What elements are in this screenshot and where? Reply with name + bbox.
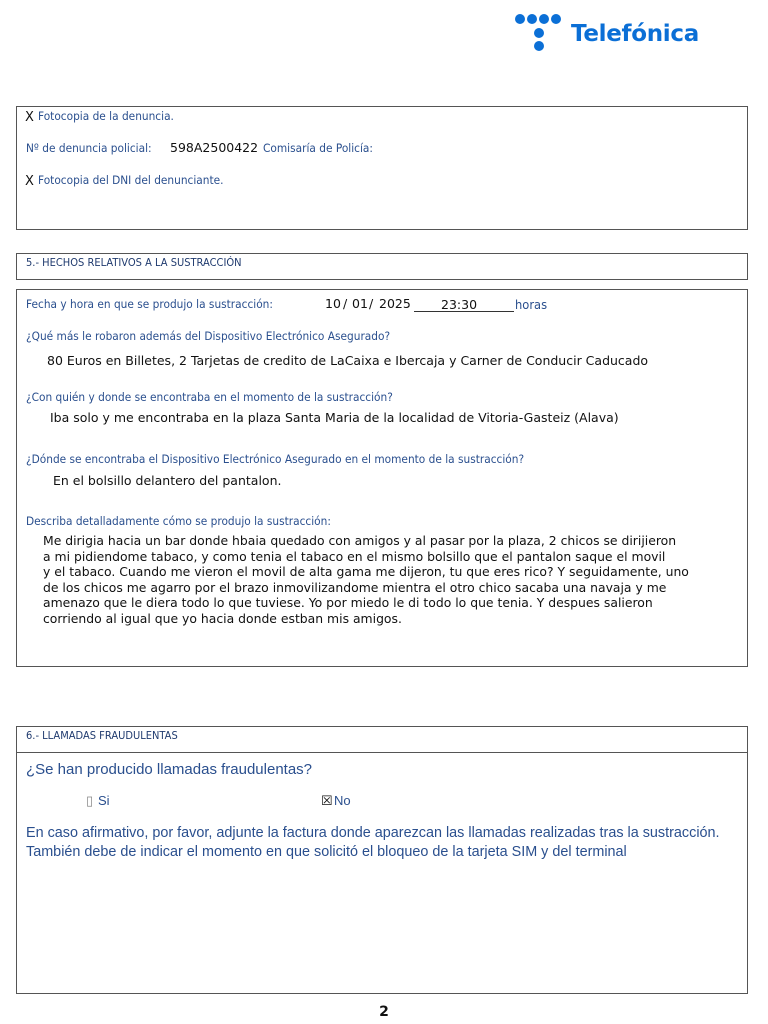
page-number: 2 (379, 1004, 389, 1020)
section6-body-box (16, 752, 748, 994)
denuncia-copy-label: Fotocopia de la denuncia. (38, 109, 174, 123)
description-line: corriendo al igual que yo hacia donde estban mis amigos. (43, 610, 402, 626)
answer-description (43, 533, 755, 627)
si-label: Si (98, 793, 110, 808)
fecha-slash-1: / (343, 296, 348, 311)
denuncia-number-label: Nº de denuncia policial: (26, 141, 152, 155)
question-describe: Describa detalladamente cómo se produjo la sustracción: (26, 514, 331, 528)
answer-who-where: Iba solo y me encontraba en la plaza Santa Maria de la localidad de Vitoria-Gasteiz (Alava) (50, 410, 619, 425)
section6-title: 6.- LLAMADAS FRAUDULENTAS (26, 729, 178, 742)
no-label: No (334, 793, 351, 808)
description-line: y el tabaco. Cuando me vieron el movil de alta gama me dijeron, tu que eres rico? Y seguidamente, uno (43, 564, 689, 580)
documents-box (16, 106, 748, 230)
fraud-calls-instructions: En caso afirmativo, por favor, adjunte la factura donde aparezcan las llamadas realizadas tras la sustracción. También debe de indicar el momento en que solicitó el bloqueo de la tarjeta SIM y del terminal (26, 825, 720, 860)
description-line: de los chicos me agarro por el brazo inmovilizandome mientra el otro chico sacaba una navaja y me (43, 579, 667, 595)
fecha-year: 2025 (379, 296, 411, 311)
denuncia-checkmark: X (25, 110, 34, 125)
section5-title: 5.- HECHOS RELATIVOS A LA SUSTRACCIÓN (26, 256, 242, 269)
fraud-calls-question: ¿Se han producido llamadas fraudulentas? (26, 761, 313, 778)
horas-label: horas (515, 297, 548, 312)
answer-other-items: 80 Euros en Billetes, 2 Tarjetas de credito de LaCaixa e Ibercaja y Carner de Conducir Caducado (47, 353, 649, 368)
dni-checkmark: X (25, 174, 34, 189)
telefonica-logo (513, 12, 723, 56)
comisaria-label: Comisaría de Policía: (263, 141, 373, 155)
question-device-location: ¿Dónde se encontraba el Dispositivo Electrónico Asegurado en el momento de la sustracción? (26, 452, 525, 466)
fecha-time: 23:30 (441, 297, 478, 312)
description-line: Me dirigia hacia un bar donde hbaia quedado con amigos y al pasar por la plaza, 2 chicos se dirijieron (43, 533, 677, 548)
denuncia-number-value: 598A2500422 (170, 140, 259, 155)
si-checkbox[interactable]: ▯ (86, 793, 94, 808)
question-other-items: ¿Qué más le robaron además del Dispositivo Electrónico Asegurado? (26, 329, 391, 343)
brand-name: Telefónica (571, 21, 699, 47)
fecha-day: 10 (325, 296, 341, 311)
description-line: amenazo que le diera todo lo que tuviese. Yo por miedo le di todo lo que tenia. Y despues salieron (43, 595, 653, 611)
fecha-label: Fecha y hora en que se produjo la sustracción: (26, 297, 273, 311)
answer-device-location: En el bolsillo delantero del pantalon. (53, 473, 282, 488)
dni-copy-label: Fotocopia del DNI del denunciante. (38, 173, 224, 187)
description-line: a mi pidiendome tabaco, y como tenia el tabaco en el mismo bolsillo que el pantalon saque el movil (43, 548, 666, 564)
question-who-where: ¿Con quién y donde se encontraba en el momento de la sustracción? (26, 390, 393, 404)
no-checkbox[interactable]: ☒ (321, 793, 333, 808)
fecha-month: 01 (352, 296, 368, 311)
fecha-slash-2: / (369, 296, 374, 311)
